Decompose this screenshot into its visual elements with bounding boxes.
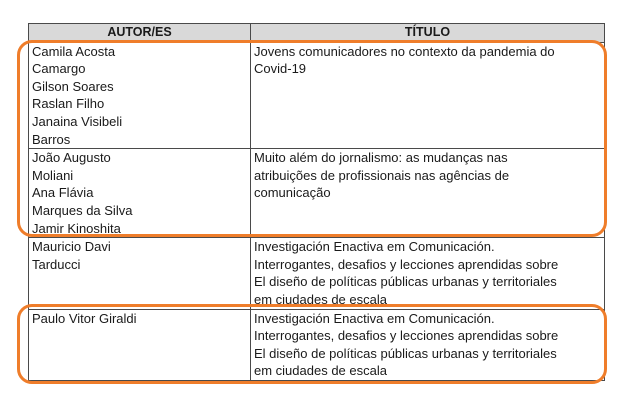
author-line: Camila Acosta — [32, 43, 116, 59]
title-cell — [251, 42, 605, 149]
header-author: AUTOR/ES — [29, 24, 251, 43]
author-cell — [29, 149, 251, 238]
author-line: Janaina Visibeli — [32, 113, 123, 129]
author-cell — [29, 309, 251, 380]
title-line: em ciudades de escala — [254, 291, 387, 307]
title-cell — [251, 309, 605, 380]
author-cell — [29, 42, 251, 149]
title-line: Investigación Enactiva em Comunicación. — [254, 239, 495, 255]
author-line: Moliani — [32, 167, 74, 183]
table-row — [29, 149, 605, 238]
authors-titles-table-wrapper — [28, 23, 604, 381]
table-row — [29, 42, 605, 149]
authors-titles-table — [28, 23, 605, 381]
author-line: Mauricio Davi — [32, 239, 111, 255]
title-line: Covid-19 — [254, 61, 307, 77]
title-line: Jovens comunicadores no contexto da pandemia do — [254, 43, 555, 59]
title-line: El diseño de políticas públicas urbanas y territoriales — [254, 274, 557, 290]
title-line: Investigación Enactiva em Comunicación. — [254, 310, 495, 326]
title-line: Muito além do jornalismo: as mudanças nas — [254, 150, 508, 166]
header-title: TÍTULO — [251, 24, 605, 43]
author-line: Ana Flávia — [32, 185, 94, 201]
author-line: Gilson Soares — [32, 78, 114, 94]
title-line: em ciudades de escala — [254, 363, 387, 379]
author-line: João Augusto — [32, 150, 111, 166]
author-line: Raslan Filho — [32, 96, 105, 112]
author-cell — [29, 238, 251, 309]
table-row — [29, 238, 605, 309]
title-line: El diseño de políticas públicas urbanas y territoriales — [254, 345, 557, 361]
author-line: Jamir Kinoshita — [32, 220, 121, 236]
title-cell — [251, 238, 605, 309]
title-line: Interrogantes, desafios y lecciones aprendidas sobre — [254, 256, 559, 272]
title-line: comunicação — [254, 185, 331, 201]
author-line: Camargo — [32, 61, 86, 77]
author-line: Paulo Vitor Giraldi — [32, 310, 137, 326]
author-line: Barros — [32, 131, 71, 147]
title-line: Interrogantes, desafios y lecciones aprendidas sobre — [254, 328, 559, 344]
author-line: Marques da Silva — [32, 202, 133, 218]
title-cell — [251, 149, 605, 238]
author-line: Tarducci — [32, 256, 81, 272]
table-row — [29, 309, 605, 380]
table-header-row — [29, 24, 605, 43]
title-line: atribuições de profissionais nas agências de — [254, 167, 510, 183]
